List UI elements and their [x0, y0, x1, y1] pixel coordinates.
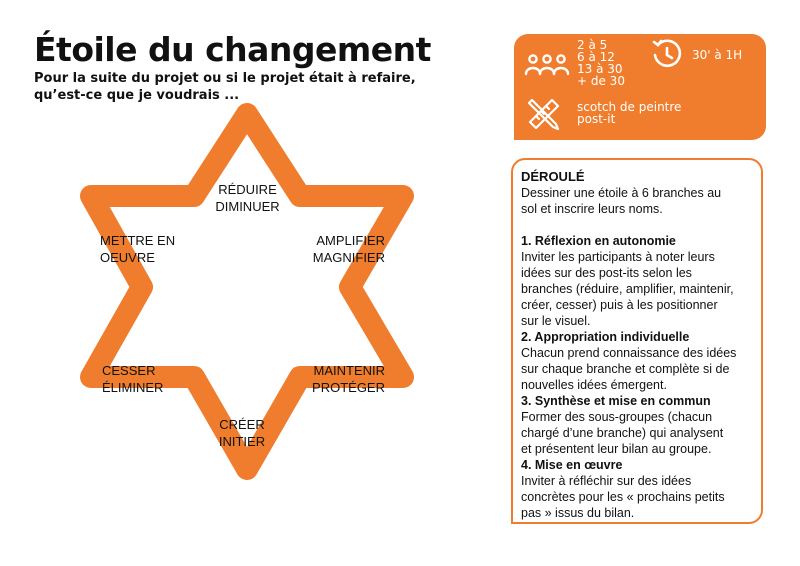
- step-title: 4. Mise en œuvre: [521, 458, 623, 472]
- subtitle-line: Pour la suite du projet ou si le projet était à refaire,: [34, 71, 416, 86]
- branch-lower-right: MAINTENIR PROTÉGER: [312, 363, 385, 395]
- step-title: 3. Synthèse et mise en commun: [521, 394, 711, 408]
- branch-top: RÉDUIRE DIMINUER: [215, 182, 280, 214]
- ruler-pencil-icon: [526, 96, 562, 132]
- intro-line: sol et inscrire leurs noms.: [521, 202, 663, 216]
- step-line: pas » issus du bilan.: [521, 506, 635, 520]
- group-icon: [524, 52, 574, 82]
- step-line: nouvelles idées émergent.: [521, 378, 667, 392]
- step-line: concrètes pour les « prochains petits: [521, 490, 725, 504]
- branch-bottom: CRÉER INITIER: [218, 417, 266, 449]
- step-line: Inviter les participants à noter leurs: [521, 250, 715, 264]
- materials: scotch de peintre post-it: [577, 100, 682, 126]
- step-line: Former des sous-groupes (chacun: [521, 410, 713, 424]
- branch-lower-left: CESSER ÉLIMINER: [102, 363, 164, 395]
- step-line: sur le visuel.: [521, 314, 591, 328]
- step-line: sur chaque branche et complète si de: [521, 362, 730, 376]
- step-line: idées sur des post-its selon les: [521, 266, 692, 280]
- deroule-heading: DÉROULÉ: [521, 169, 585, 184]
- step-title: 2. Appropriation individuelle: [521, 330, 690, 344]
- intro-line: Dessiner une étoile à 6 branches au: [521, 186, 722, 200]
- group-sizes: 2 à 5 6 à 12 13 à 30 + de 30: [577, 38, 625, 88]
- step-line: chargé d’une branche) qui analysent: [521, 426, 724, 440]
- step-line: Inviter à réfléchir sur des idées: [521, 474, 692, 488]
- info-box: [514, 34, 766, 140]
- step-line: Chacun prend connaissance des idées: [521, 346, 737, 360]
- step-title: 1. Réflexion en autonomie: [521, 234, 676, 248]
- branch-upper-right: AMPLIFIER MAGNIFIER: [312, 233, 385, 265]
- deroule-box: [511, 158, 763, 524]
- duration: 30' à 1H: [692, 48, 743, 62]
- step-line: branches (réduire, amplifier, maintenir,: [521, 282, 734, 296]
- clock-icon: [650, 38, 684, 72]
- branch-upper-left: METTRE EN OEUVRE: [100, 233, 176, 265]
- step-line: créer, cesser) puis à les positionner: [521, 298, 718, 312]
- subtitle-line: qu’est-ce que je voudrais ...: [34, 88, 240, 103]
- page-title: Étoile du changement: [34, 30, 431, 69]
- step-line: et présentent leur bilan au groupe.: [521, 442, 712, 456]
